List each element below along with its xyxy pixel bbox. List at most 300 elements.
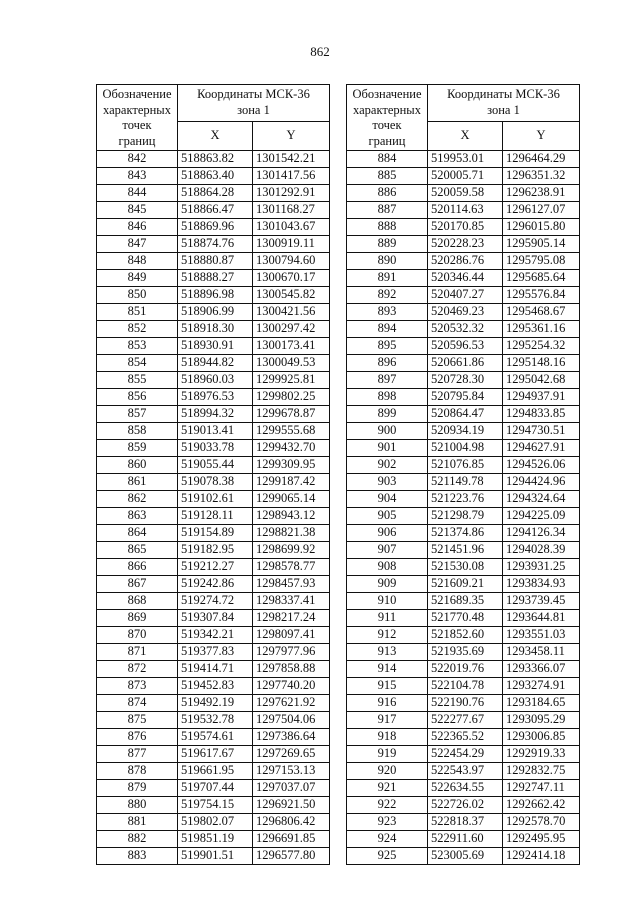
point-id-cell: 870 <box>97 626 178 643</box>
table-row <box>97 405 330 422</box>
x-cell: 519754.15 <box>178 796 253 813</box>
point-id-cell: 853 <box>97 337 178 354</box>
y-cell: 1301043.67 <box>253 218 330 235</box>
point-id-cell: 842 <box>97 150 178 167</box>
x-cell: 521770.48 <box>428 609 503 626</box>
x-cell: 520059.58 <box>428 184 503 201</box>
table-row <box>347 303 580 320</box>
table-row <box>97 796 330 813</box>
y-cell: 1296015.80 <box>503 218 580 235</box>
x-cell: 519242.86 <box>178 575 253 592</box>
x-cell: 520346.44 <box>428 269 503 286</box>
y-cell: 1294028.39 <box>503 541 580 558</box>
table-row <box>347 728 580 745</box>
y-cell: 1292747.11 <box>503 779 580 796</box>
x-cell: 519707.44 <box>178 779 253 796</box>
designation-header: Обозначение характерных точек границ <box>97 85 178 151</box>
y-cell: 1293644.81 <box>503 609 580 626</box>
point-id-cell: 887 <box>347 201 428 218</box>
point-id-cell: 910 <box>347 592 428 609</box>
y-cell: 1301417.56 <box>253 167 330 184</box>
point-id-cell: 897 <box>347 371 428 388</box>
point-id-cell: 860 <box>97 456 178 473</box>
point-id-cell: 845 <box>97 201 178 218</box>
x-cell: 522365.52 <box>428 728 503 745</box>
point-id-cell: 851 <box>97 303 178 320</box>
table-row <box>347 745 580 762</box>
table-row <box>347 524 580 541</box>
x-cell: 519661.95 <box>178 762 253 779</box>
table-row <box>97 320 330 337</box>
designation-header: Обозначение характерных точек границ <box>347 85 428 151</box>
table-row <box>347 354 580 371</box>
x-cell: 522634.55 <box>428 779 503 796</box>
coordinates-table-right <box>346 84 580 865</box>
x-cell: 518874.76 <box>178 235 253 252</box>
y-cell: 1294937.91 <box>503 388 580 405</box>
y-cell: 1300173.41 <box>253 337 330 354</box>
point-id-cell: 886 <box>347 184 428 201</box>
x-cell: 518888.27 <box>178 269 253 286</box>
point-id-cell: 904 <box>347 490 428 507</box>
x-cell: 521609.21 <box>428 575 503 592</box>
y-cell: 1296351.32 <box>503 167 580 184</box>
point-id-cell: 871 <box>97 643 178 660</box>
x-cell: 519212.27 <box>178 558 253 575</box>
x-cell: 520728.30 <box>428 371 503 388</box>
point-id-cell: 883 <box>97 847 178 864</box>
x-cell: 519414.71 <box>178 660 253 677</box>
y-cell: 1296238.91 <box>503 184 580 201</box>
table-row <box>347 541 580 558</box>
point-id-cell: 915 <box>347 677 428 694</box>
table-row <box>347 660 580 677</box>
x-cell: 522190.76 <box>428 694 503 711</box>
table-row <box>347 286 580 303</box>
x-cell: 521852.60 <box>428 626 503 643</box>
x-cell: 519013.41 <box>178 422 253 439</box>
table-row <box>97 711 330 728</box>
y-cell: 1300919.11 <box>253 235 330 252</box>
coordinates-header: Координаты МСК-36 зона 1 <box>428 85 580 122</box>
x-cell: 518863.82 <box>178 150 253 167</box>
x-cell: 521689.35 <box>428 592 503 609</box>
point-id-cell: 880 <box>97 796 178 813</box>
y-cell: 1300421.56 <box>253 303 330 320</box>
x-cell: 518976.53 <box>178 388 253 405</box>
table-row <box>347 592 580 609</box>
table-row <box>347 371 580 388</box>
point-id-cell: 921 <box>347 779 428 796</box>
x-header: X <box>178 121 253 150</box>
table-row <box>97 728 330 745</box>
x-cell: 520864.47 <box>428 405 503 422</box>
point-id-cell: 858 <box>97 422 178 439</box>
point-id-cell: 916 <box>347 694 428 711</box>
y-cell: 1295254.32 <box>503 337 580 354</box>
point-id-cell: 893 <box>347 303 428 320</box>
y-cell: 1298578.77 <box>253 558 330 575</box>
y-cell: 1294225.09 <box>503 507 580 524</box>
table-row <box>97 371 330 388</box>
point-id-cell: 919 <box>347 745 428 762</box>
y-cell: 1292919.33 <box>503 745 580 762</box>
table-row <box>347 320 580 337</box>
table-row <box>97 643 330 660</box>
point-id-cell: 905 <box>347 507 428 524</box>
table-row <box>97 269 330 286</box>
point-id-cell: 899 <box>347 405 428 422</box>
table-row <box>97 847 330 864</box>
y-cell: 1294730.51 <box>503 422 580 439</box>
y-cell: 1297153.13 <box>253 762 330 779</box>
x-cell: 522277.67 <box>428 711 503 728</box>
x-cell: 519377.83 <box>178 643 253 660</box>
y-header: Y <box>253 121 330 150</box>
y-cell: 1296691.85 <box>253 830 330 847</box>
x-cell: 518960.03 <box>178 371 253 388</box>
x-cell: 522726.02 <box>428 796 503 813</box>
table-row <box>97 660 330 677</box>
x-cell: 519128.11 <box>178 507 253 524</box>
y-cell: 1295042.68 <box>503 371 580 388</box>
table-row <box>347 677 580 694</box>
table-row <box>97 167 330 184</box>
point-id-cell: 884 <box>347 150 428 167</box>
y-cell: 1293458.11 <box>503 643 580 660</box>
point-id-cell: 882 <box>97 830 178 847</box>
table-row <box>97 609 330 626</box>
x-cell: 519617.67 <box>178 745 253 762</box>
coordinates-header: Координаты МСК-36 зона 1 <box>178 85 330 122</box>
table-row <box>97 762 330 779</box>
table-body-right <box>347 150 580 864</box>
y-cell: 1296464.29 <box>503 150 580 167</box>
table-body-left <box>97 150 330 864</box>
x-cell: 521451.96 <box>428 541 503 558</box>
y-cell: 1298217.24 <box>253 609 330 626</box>
y-cell: 1292578.70 <box>503 813 580 830</box>
x-cell: 521149.78 <box>428 473 503 490</box>
point-id-cell: 918 <box>347 728 428 745</box>
table-row <box>97 201 330 218</box>
y-cell: 1295468.67 <box>503 303 580 320</box>
y-cell: 1296127.07 <box>503 201 580 218</box>
y-header: Y <box>503 121 580 150</box>
y-cell: 1294126.34 <box>503 524 580 541</box>
y-cell: 1297386.64 <box>253 728 330 745</box>
y-cell: 1293551.03 <box>503 626 580 643</box>
point-id-cell: 898 <box>347 388 428 405</box>
x-cell: 519055.44 <box>178 456 253 473</box>
y-cell: 1297621.92 <box>253 694 330 711</box>
table-row <box>97 439 330 456</box>
x-cell: 519274.72 <box>178 592 253 609</box>
point-id-cell: 849 <box>97 269 178 286</box>
x-cell: 519342.21 <box>178 626 253 643</box>
table-row <box>347 609 580 626</box>
table-row <box>347 388 580 405</box>
x-cell: 519102.61 <box>178 490 253 507</box>
x-cell: 519307.84 <box>178 609 253 626</box>
y-cell: 1295905.14 <box>503 235 580 252</box>
x-cell: 520114.63 <box>428 201 503 218</box>
table-row <box>97 575 330 592</box>
x-cell: 519901.51 <box>178 847 253 864</box>
x-cell: 522019.76 <box>428 660 503 677</box>
y-cell: 1297740.20 <box>253 677 330 694</box>
table-row <box>347 473 580 490</box>
x-cell: 520407.27 <box>428 286 503 303</box>
y-cell: 1299555.68 <box>253 422 330 439</box>
x-cell: 520005.71 <box>428 167 503 184</box>
point-id-cell: 908 <box>347 558 428 575</box>
x-cell: 521223.76 <box>428 490 503 507</box>
x-cell: 519033.78 <box>178 439 253 456</box>
table-row <box>347 813 580 830</box>
y-cell: 1299802.25 <box>253 388 330 405</box>
point-id-cell: 861 <box>97 473 178 490</box>
point-id-cell: 924 <box>347 830 428 847</box>
table-row <box>97 541 330 558</box>
y-cell: 1301542.21 <box>253 150 330 167</box>
point-id-cell: 922 <box>347 796 428 813</box>
y-cell: 1292832.75 <box>503 762 580 779</box>
table-row <box>97 524 330 541</box>
x-cell: 520469.23 <box>428 303 503 320</box>
x-cell: 518866.47 <box>178 201 253 218</box>
x-cell: 520795.84 <box>428 388 503 405</box>
y-cell: 1297269.65 <box>253 745 330 762</box>
y-cell: 1293834.93 <box>503 575 580 592</box>
table-row <box>97 388 330 405</box>
table-row <box>347 456 580 473</box>
x-cell: 522543.97 <box>428 762 503 779</box>
y-cell: 1299678.87 <box>253 405 330 422</box>
point-id-cell: 863 <box>97 507 178 524</box>
y-cell: 1300297.42 <box>253 320 330 337</box>
table-row <box>347 422 580 439</box>
point-id-cell: 862 <box>97 490 178 507</box>
y-cell: 1294833.85 <box>503 405 580 422</box>
y-cell: 1298699.92 <box>253 541 330 558</box>
y-cell: 1292495.95 <box>503 830 580 847</box>
y-cell: 1293931.25 <box>503 558 580 575</box>
y-cell: 1299065.14 <box>253 490 330 507</box>
point-id-cell: 868 <box>97 592 178 609</box>
y-cell: 1296921.50 <box>253 796 330 813</box>
table-row <box>347 235 580 252</box>
table-row <box>347 201 580 218</box>
y-cell: 1298097.41 <box>253 626 330 643</box>
table-row <box>97 813 330 830</box>
point-id-cell: 890 <box>347 252 428 269</box>
y-cell: 1297037.07 <box>253 779 330 796</box>
x-cell: 522104.78 <box>428 677 503 694</box>
point-id-cell: 903 <box>347 473 428 490</box>
y-cell: 1293095.29 <box>503 711 580 728</box>
x-cell: 521076.85 <box>428 456 503 473</box>
x-cell: 520286.76 <box>428 252 503 269</box>
x-cell: 522911.60 <box>428 830 503 847</box>
table-row <box>347 830 580 847</box>
table-row <box>347 643 580 660</box>
x-cell: 519492.19 <box>178 694 253 711</box>
x-cell: 518906.99 <box>178 303 253 320</box>
point-id-cell: 843 <box>97 167 178 184</box>
x-cell: 518918.30 <box>178 320 253 337</box>
y-cell: 1295795.08 <box>503 252 580 269</box>
point-id-cell: 907 <box>347 541 428 558</box>
y-cell: 1295361.16 <box>503 320 580 337</box>
point-id-cell: 892 <box>347 286 428 303</box>
table-row <box>97 677 330 694</box>
y-cell: 1300794.60 <box>253 252 330 269</box>
point-id-cell: 877 <box>97 745 178 762</box>
x-cell: 519154.89 <box>178 524 253 541</box>
point-id-cell: 844 <box>97 184 178 201</box>
table-row <box>347 439 580 456</box>
table-row <box>97 235 330 252</box>
table-row <box>97 286 330 303</box>
point-id-cell: 913 <box>347 643 428 660</box>
point-id-cell: 856 <box>97 388 178 405</box>
point-id-cell: 911 <box>347 609 428 626</box>
table-row <box>97 337 330 354</box>
point-id-cell: 896 <box>347 354 428 371</box>
y-cell: 1299432.70 <box>253 439 330 456</box>
point-id-cell: 875 <box>97 711 178 728</box>
page-number: 862 <box>310 44 330 59</box>
point-id-cell: 906 <box>347 524 428 541</box>
table-row <box>347 694 580 711</box>
x-cell: 521298.79 <box>428 507 503 524</box>
table-row <box>97 218 330 235</box>
x-cell: 520934.19 <box>428 422 503 439</box>
y-cell: 1297977.96 <box>253 643 330 660</box>
point-id-cell: 848 <box>97 252 178 269</box>
table-row <box>347 558 580 575</box>
y-cell: 1293184.65 <box>503 694 580 711</box>
y-cell: 1294424.96 <box>503 473 580 490</box>
point-id-cell: 859 <box>97 439 178 456</box>
point-id-cell: 901 <box>347 439 428 456</box>
point-id-cell: 917 <box>347 711 428 728</box>
point-id-cell: 914 <box>347 660 428 677</box>
point-id-cell: 864 <box>97 524 178 541</box>
point-id-cell: 850 <box>97 286 178 303</box>
table-row <box>347 269 580 286</box>
y-cell: 1294324.64 <box>503 490 580 507</box>
x-cell: 518863.40 <box>178 167 253 184</box>
table-row <box>97 779 330 796</box>
point-id-cell: 909 <box>347 575 428 592</box>
point-id-cell: 855 <box>97 371 178 388</box>
table-row <box>97 354 330 371</box>
x-cell: 518944.82 <box>178 354 253 371</box>
point-id-cell: 894 <box>347 320 428 337</box>
point-id-cell: 912 <box>347 626 428 643</box>
point-id-cell: 881 <box>97 813 178 830</box>
y-cell: 1293739.45 <box>503 592 580 609</box>
table-row <box>97 507 330 524</box>
x-header: X <box>428 121 503 150</box>
point-id-cell: 873 <box>97 677 178 694</box>
y-cell: 1294526.06 <box>503 456 580 473</box>
point-id-cell: 865 <box>97 541 178 558</box>
coordinates-table-left <box>96 84 330 865</box>
table-row <box>347 796 580 813</box>
x-cell: 519574.61 <box>178 728 253 745</box>
point-id-cell: 846 <box>97 218 178 235</box>
table-row <box>347 575 580 592</box>
table-row <box>97 558 330 575</box>
point-id-cell: 900 <box>347 422 428 439</box>
x-cell: 519452.83 <box>178 677 253 694</box>
table-row <box>97 303 330 320</box>
x-cell: 520532.32 <box>428 320 503 337</box>
y-cell: 1293006.85 <box>503 728 580 745</box>
table-row <box>97 830 330 847</box>
y-cell: 1295685.64 <box>503 269 580 286</box>
y-cell: 1298337.41 <box>253 592 330 609</box>
x-cell: 521935.69 <box>428 643 503 660</box>
table-row <box>97 252 330 269</box>
x-cell: 518864.28 <box>178 184 253 201</box>
x-cell: 519802.07 <box>178 813 253 830</box>
y-cell: 1299187.42 <box>253 473 330 490</box>
point-id-cell: 867 <box>97 575 178 592</box>
x-cell: 521374.86 <box>428 524 503 541</box>
x-cell: 518869.96 <box>178 218 253 235</box>
x-cell: 519851.19 <box>178 830 253 847</box>
table-row <box>97 422 330 439</box>
y-cell: 1300049.53 <box>253 354 330 371</box>
table-row <box>97 745 330 762</box>
table-row <box>347 150 580 167</box>
point-id-cell: 889 <box>347 235 428 252</box>
y-cell: 1295576.84 <box>503 286 580 303</box>
point-id-cell: 874 <box>97 694 178 711</box>
y-cell: 1300545.82 <box>253 286 330 303</box>
point-id-cell: 923 <box>347 813 428 830</box>
y-cell: 1292414.18 <box>503 847 580 864</box>
x-cell: 520228.23 <box>428 235 503 252</box>
table-row <box>347 711 580 728</box>
y-cell: 1298943.12 <box>253 507 330 524</box>
point-id-cell: 885 <box>347 167 428 184</box>
y-cell: 1301168.27 <box>253 201 330 218</box>
table-row <box>347 762 580 779</box>
y-cell: 1296806.42 <box>253 813 330 830</box>
table-row <box>97 473 330 490</box>
table-row <box>97 694 330 711</box>
point-id-cell: 847 <box>97 235 178 252</box>
point-id-cell: 879 <box>97 779 178 796</box>
y-cell: 1296577.80 <box>253 847 330 864</box>
table-row <box>347 405 580 422</box>
x-cell: 520170.85 <box>428 218 503 235</box>
point-id-cell: 876 <box>97 728 178 745</box>
y-cell: 1295148.16 <box>503 354 580 371</box>
x-cell: 520596.53 <box>428 337 503 354</box>
point-id-cell: 891 <box>347 269 428 286</box>
y-cell: 1298457.93 <box>253 575 330 592</box>
table-row <box>347 507 580 524</box>
x-cell: 519078.38 <box>178 473 253 490</box>
table-row <box>97 456 330 473</box>
table-row <box>97 626 330 643</box>
